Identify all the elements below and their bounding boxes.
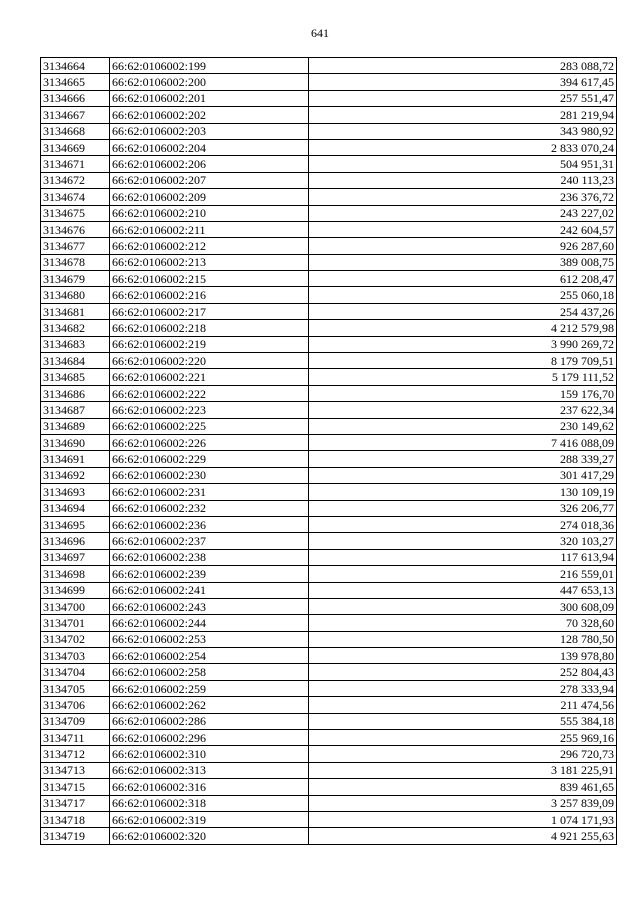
cadastral-value-cell: 242 604,57 <box>309 221 617 237</box>
row-id-cell: 3134709 <box>41 713 110 729</box>
row-id-cell: 3134705 <box>41 680 110 696</box>
cadastral-number-cell: 66:62:0106002:200 <box>110 74 309 90</box>
table-row <box>41 762 617 778</box>
cadastral-number-cell: 66:62:0106002:237 <box>110 533 309 549</box>
cadastral-value-cell: 2 833 070,24 <box>309 139 617 155</box>
cadastral-value-cell: 4 212 579,98 <box>309 320 617 336</box>
cadastral-number-cell: 66:62:0106002:316 <box>110 779 309 795</box>
row-id-cell: 3134667 <box>41 107 110 123</box>
row-id-cell: 3134674 <box>41 189 110 205</box>
row-id-cell: 3134687 <box>41 402 110 418</box>
row-id-cell: 3134682 <box>41 320 110 336</box>
row-id-cell: 3134703 <box>41 648 110 664</box>
cadastral-number-cell: 66:62:0106002:201 <box>110 90 309 106</box>
cadastral-value-cell: 211 474,56 <box>309 697 617 713</box>
cadastral-number-cell: 66:62:0106002:320 <box>110 828 309 844</box>
cadastral-value-cell: 130 109,19 <box>309 484 617 500</box>
cadastral-value-cell: 216 559,01 <box>309 566 617 582</box>
table-row <box>41 582 617 598</box>
cadastral-value-cell: 394 617,45 <box>309 74 617 90</box>
table-row <box>41 320 617 336</box>
cadastral-value-cell: 7 416 088,09 <box>309 434 617 450</box>
row-id-cell: 3134696 <box>41 533 110 549</box>
row-id-cell: 3134665 <box>41 74 110 90</box>
cadastral-value-cell: 117 613,94 <box>309 549 617 565</box>
cadastral-number-cell: 66:62:0106002:318 <box>110 795 309 811</box>
table-row <box>41 123 617 139</box>
cadastral-value-cell: 240 113,23 <box>309 172 617 188</box>
table-row <box>41 779 617 795</box>
row-id-cell: 3134715 <box>41 779 110 795</box>
table-row <box>41 434 617 450</box>
page-number: 641 <box>311 26 329 40</box>
cadastral-number-cell: 66:62:0106002:199 <box>110 58 309 74</box>
cadastral-value-cell: 70 328,60 <box>309 615 617 631</box>
cadastral-value-cell: 504 951,31 <box>309 156 617 172</box>
table-row <box>41 828 617 844</box>
table-row <box>41 680 617 696</box>
row-id-cell: 3134694 <box>41 500 110 516</box>
row-id-cell: 3134672 <box>41 172 110 188</box>
cadastral-value-cell: 5 179 111,52 <box>309 369 617 385</box>
cadastral-number-cell: 66:62:0106002:222 <box>110 385 309 401</box>
table-body <box>41 58 617 845</box>
cadastral-value-cell: 1 074 171,93 <box>309 811 617 827</box>
row-id-cell: 3134717 <box>41 795 110 811</box>
cadastral-number-cell: 66:62:0106002:232 <box>110 500 309 516</box>
cadastral-number-cell: 66:62:0106002:259 <box>110 680 309 696</box>
row-id-cell: 3134697 <box>41 549 110 565</box>
table-row <box>41 615 617 631</box>
table-row <box>41 189 617 205</box>
row-id-cell: 3134679 <box>41 271 110 287</box>
row-id-cell: 3134719 <box>41 828 110 844</box>
cadastral-number-cell: 66:62:0106002:244 <box>110 615 309 631</box>
cadastral-value-cell: 237 622,34 <box>309 402 617 418</box>
row-id-cell: 3134695 <box>41 516 110 532</box>
table-row <box>41 451 617 467</box>
cadastral-value-cell: 326 206,77 <box>309 500 617 516</box>
table-row <box>41 631 617 647</box>
cadastral-value-cell: 3 181 225,91 <box>309 762 617 778</box>
row-id-cell: 3134685 <box>41 369 110 385</box>
row-id-cell: 3134712 <box>41 746 110 762</box>
row-id-cell: 3134701 <box>41 615 110 631</box>
table-row <box>41 385 617 401</box>
row-id-cell: 3134692 <box>41 467 110 483</box>
table-row <box>41 254 617 270</box>
cadastral-value-cell: 4 921 255,63 <box>309 828 617 844</box>
cadastral-number-cell: 66:62:0106002:204 <box>110 139 309 155</box>
row-id-cell: 3134676 <box>41 221 110 237</box>
table-row <box>41 271 617 287</box>
cadastral-number-cell: 66:62:0106002:213 <box>110 254 309 270</box>
cadastral-number-cell: 66:62:0106002:236 <box>110 516 309 532</box>
row-id-cell: 3134668 <box>41 123 110 139</box>
row-id-cell: 3134681 <box>41 303 110 319</box>
cadastral-number-cell: 66:62:0106002:238 <box>110 549 309 565</box>
table-row <box>41 467 617 483</box>
cadastral-value-cell: 301 417,29 <box>309 467 617 483</box>
cadastral-value-cell: 555 384,18 <box>309 713 617 729</box>
cadastral-value-cell: 839 461,65 <box>309 779 617 795</box>
table-row <box>41 516 617 532</box>
cadastral-value-cell: 283 088,72 <box>309 58 617 74</box>
cadastral-value-cell: 320 103,27 <box>309 533 617 549</box>
row-id-cell: 3134677 <box>41 238 110 254</box>
row-id-cell: 3134713 <box>41 762 110 778</box>
cadastral-value-cell: 255 969,16 <box>309 730 617 746</box>
cadastral-value-cell: 139 978,80 <box>309 648 617 664</box>
cadastral-number-cell: 66:62:0106002:206 <box>110 156 309 172</box>
row-id-cell: 3134711 <box>41 730 110 746</box>
row-id-cell: 3134690 <box>41 434 110 450</box>
cadastral-value-cell: 159 176,70 <box>309 385 617 401</box>
cadastral-value-cell: 274 018,36 <box>309 516 617 532</box>
row-id-cell: 3134693 <box>41 484 110 500</box>
row-id-cell: 3134669 <box>41 139 110 155</box>
cadastral-value-cell: 230 149,62 <box>309 418 617 434</box>
table-row <box>41 353 617 369</box>
table-row <box>41 713 617 729</box>
table-row <box>41 730 617 746</box>
cadastral-number-cell: 66:62:0106002:220 <box>110 353 309 369</box>
table-row <box>41 418 617 434</box>
cadastral-value-table <box>40 57 617 845</box>
cadastral-value-cell: 300 608,09 <box>309 598 617 614</box>
cadastral-value-cell: 236 376,72 <box>309 189 617 205</box>
cadastral-value-cell: 343 980,92 <box>309 123 617 139</box>
table-row <box>41 795 617 811</box>
table-row <box>41 74 617 90</box>
cadastral-value-cell: 296 720,73 <box>309 746 617 762</box>
cadastral-number-cell: 66:62:0106002:218 <box>110 320 309 336</box>
row-id-cell: 3134718 <box>41 811 110 827</box>
row-id-cell: 3134706 <box>41 697 110 713</box>
cadastral-number-cell: 66:62:0106002:230 <box>110 467 309 483</box>
cadastral-value-cell: 281 219,94 <box>309 107 617 123</box>
row-id-cell: 3134666 <box>41 90 110 106</box>
row-id-cell: 3134702 <box>41 631 110 647</box>
table-row <box>41 58 617 74</box>
table-row <box>41 205 617 221</box>
row-id-cell: 3134684 <box>41 353 110 369</box>
table-row <box>41 500 617 516</box>
cadastral-number-cell: 66:62:0106002:202 <box>110 107 309 123</box>
cadastral-value-cell: 278 333,94 <box>309 680 617 696</box>
cadastral-number-cell: 66:62:0106002:296 <box>110 730 309 746</box>
cadastral-value-cell: 257 551,47 <box>309 90 617 106</box>
cadastral-number-cell: 66:62:0106002:226 <box>110 434 309 450</box>
table-row <box>41 139 617 155</box>
row-id-cell: 3134704 <box>41 664 110 680</box>
table-row <box>41 697 617 713</box>
cadastral-number-cell: 66:62:0106002:254 <box>110 648 309 664</box>
table-row <box>41 746 617 762</box>
table-row <box>41 648 617 664</box>
cadastral-value-cell: 243 227,02 <box>309 205 617 221</box>
cadastral-number-cell: 66:62:0106002:241 <box>110 582 309 598</box>
cadastral-number-cell: 66:62:0106002:215 <box>110 271 309 287</box>
cadastral-number-cell: 66:62:0106002:229 <box>110 451 309 467</box>
cadastral-value-cell: 389 008,75 <box>309 254 617 270</box>
cadastral-number-cell: 66:62:0106002:207 <box>110 172 309 188</box>
row-id-cell: 3134700 <box>41 598 110 614</box>
table-row <box>41 664 617 680</box>
row-id-cell: 3134664 <box>41 58 110 74</box>
cadastral-value-cell: 447 653,13 <box>309 582 617 598</box>
table-row <box>41 221 617 237</box>
table-row <box>41 811 617 827</box>
cadastral-number-cell: 66:62:0106002:210 <box>110 205 309 221</box>
table-row <box>41 172 617 188</box>
row-id-cell: 3134680 <box>41 287 110 303</box>
row-id-cell: 3134699 <box>41 582 110 598</box>
table-row <box>41 566 617 582</box>
cadastral-value-cell: 252 804,43 <box>309 664 617 680</box>
row-id-cell: 3134675 <box>41 205 110 221</box>
row-id-cell: 3134683 <box>41 336 110 352</box>
table-row <box>41 484 617 500</box>
cadastral-number-cell: 66:62:0106002:313 <box>110 762 309 778</box>
cadastral-number-cell: 66:62:0106002:258 <box>110 664 309 680</box>
table-row <box>41 107 617 123</box>
cadastral-number-cell: 66:62:0106002:221 <box>110 369 309 385</box>
table-row <box>41 238 617 254</box>
cadastral-number-cell: 66:62:0106002:216 <box>110 287 309 303</box>
cadastral-value-cell: 255 060,18 <box>309 287 617 303</box>
cadastral-number-cell: 66:62:0106002:209 <box>110 189 309 205</box>
table-row <box>41 90 617 106</box>
cadastral-number-cell: 66:62:0106002:225 <box>110 418 309 434</box>
cadastral-number-cell: 66:62:0106002:223 <box>110 402 309 418</box>
cadastral-number-cell: 66:62:0106002:231 <box>110 484 309 500</box>
cadastral-value-cell: 926 287,60 <box>309 238 617 254</box>
cadastral-number-cell: 66:62:0106002:212 <box>110 238 309 254</box>
row-id-cell: 3134689 <box>41 418 110 434</box>
cadastral-number-cell: 66:62:0106002:211 <box>110 221 309 237</box>
row-id-cell: 3134686 <box>41 385 110 401</box>
cadastral-value-cell: 3 990 269,72 <box>309 336 617 352</box>
table-row <box>41 369 617 385</box>
cadastral-value-cell: 254 437,26 <box>309 303 617 319</box>
row-id-cell: 3134698 <box>41 566 110 582</box>
cadastral-number-cell: 66:62:0106002:219 <box>110 336 309 352</box>
cadastral-number-cell: 66:62:0106002:253 <box>110 631 309 647</box>
table-row <box>41 303 617 319</box>
cadastral-value-cell: 288 339,27 <box>309 451 617 467</box>
cadastral-number-cell: 66:62:0106002:310 <box>110 746 309 762</box>
cadastral-value-cell: 128 780,50 <box>309 631 617 647</box>
table-row <box>41 533 617 549</box>
table-row <box>41 156 617 172</box>
row-id-cell: 3134691 <box>41 451 110 467</box>
row-id-cell: 3134671 <box>41 156 110 172</box>
cadastral-number-cell: 66:62:0106002:217 <box>110 303 309 319</box>
table-row <box>41 287 617 303</box>
cadastral-number-cell: 66:62:0106002:243 <box>110 598 309 614</box>
table-row <box>41 598 617 614</box>
cadastral-number-cell: 66:62:0106002:319 <box>110 811 309 827</box>
cadastral-value-cell: 8 179 709,51 <box>309 353 617 369</box>
cadastral-number-cell: 66:62:0106002:262 <box>110 697 309 713</box>
table-row <box>41 336 617 352</box>
table-row <box>41 402 617 418</box>
cadastral-number-cell: 66:62:0106002:239 <box>110 566 309 582</box>
cadastral-value-cell: 612 208,47 <box>309 271 617 287</box>
table-row <box>41 549 617 565</box>
cadastral-number-cell: 66:62:0106002:286 <box>110 713 309 729</box>
cadastral-value-cell: 3 257 839,09 <box>309 795 617 811</box>
row-id-cell: 3134678 <box>41 254 110 270</box>
cadastral-number-cell: 66:62:0106002:203 <box>110 123 309 139</box>
